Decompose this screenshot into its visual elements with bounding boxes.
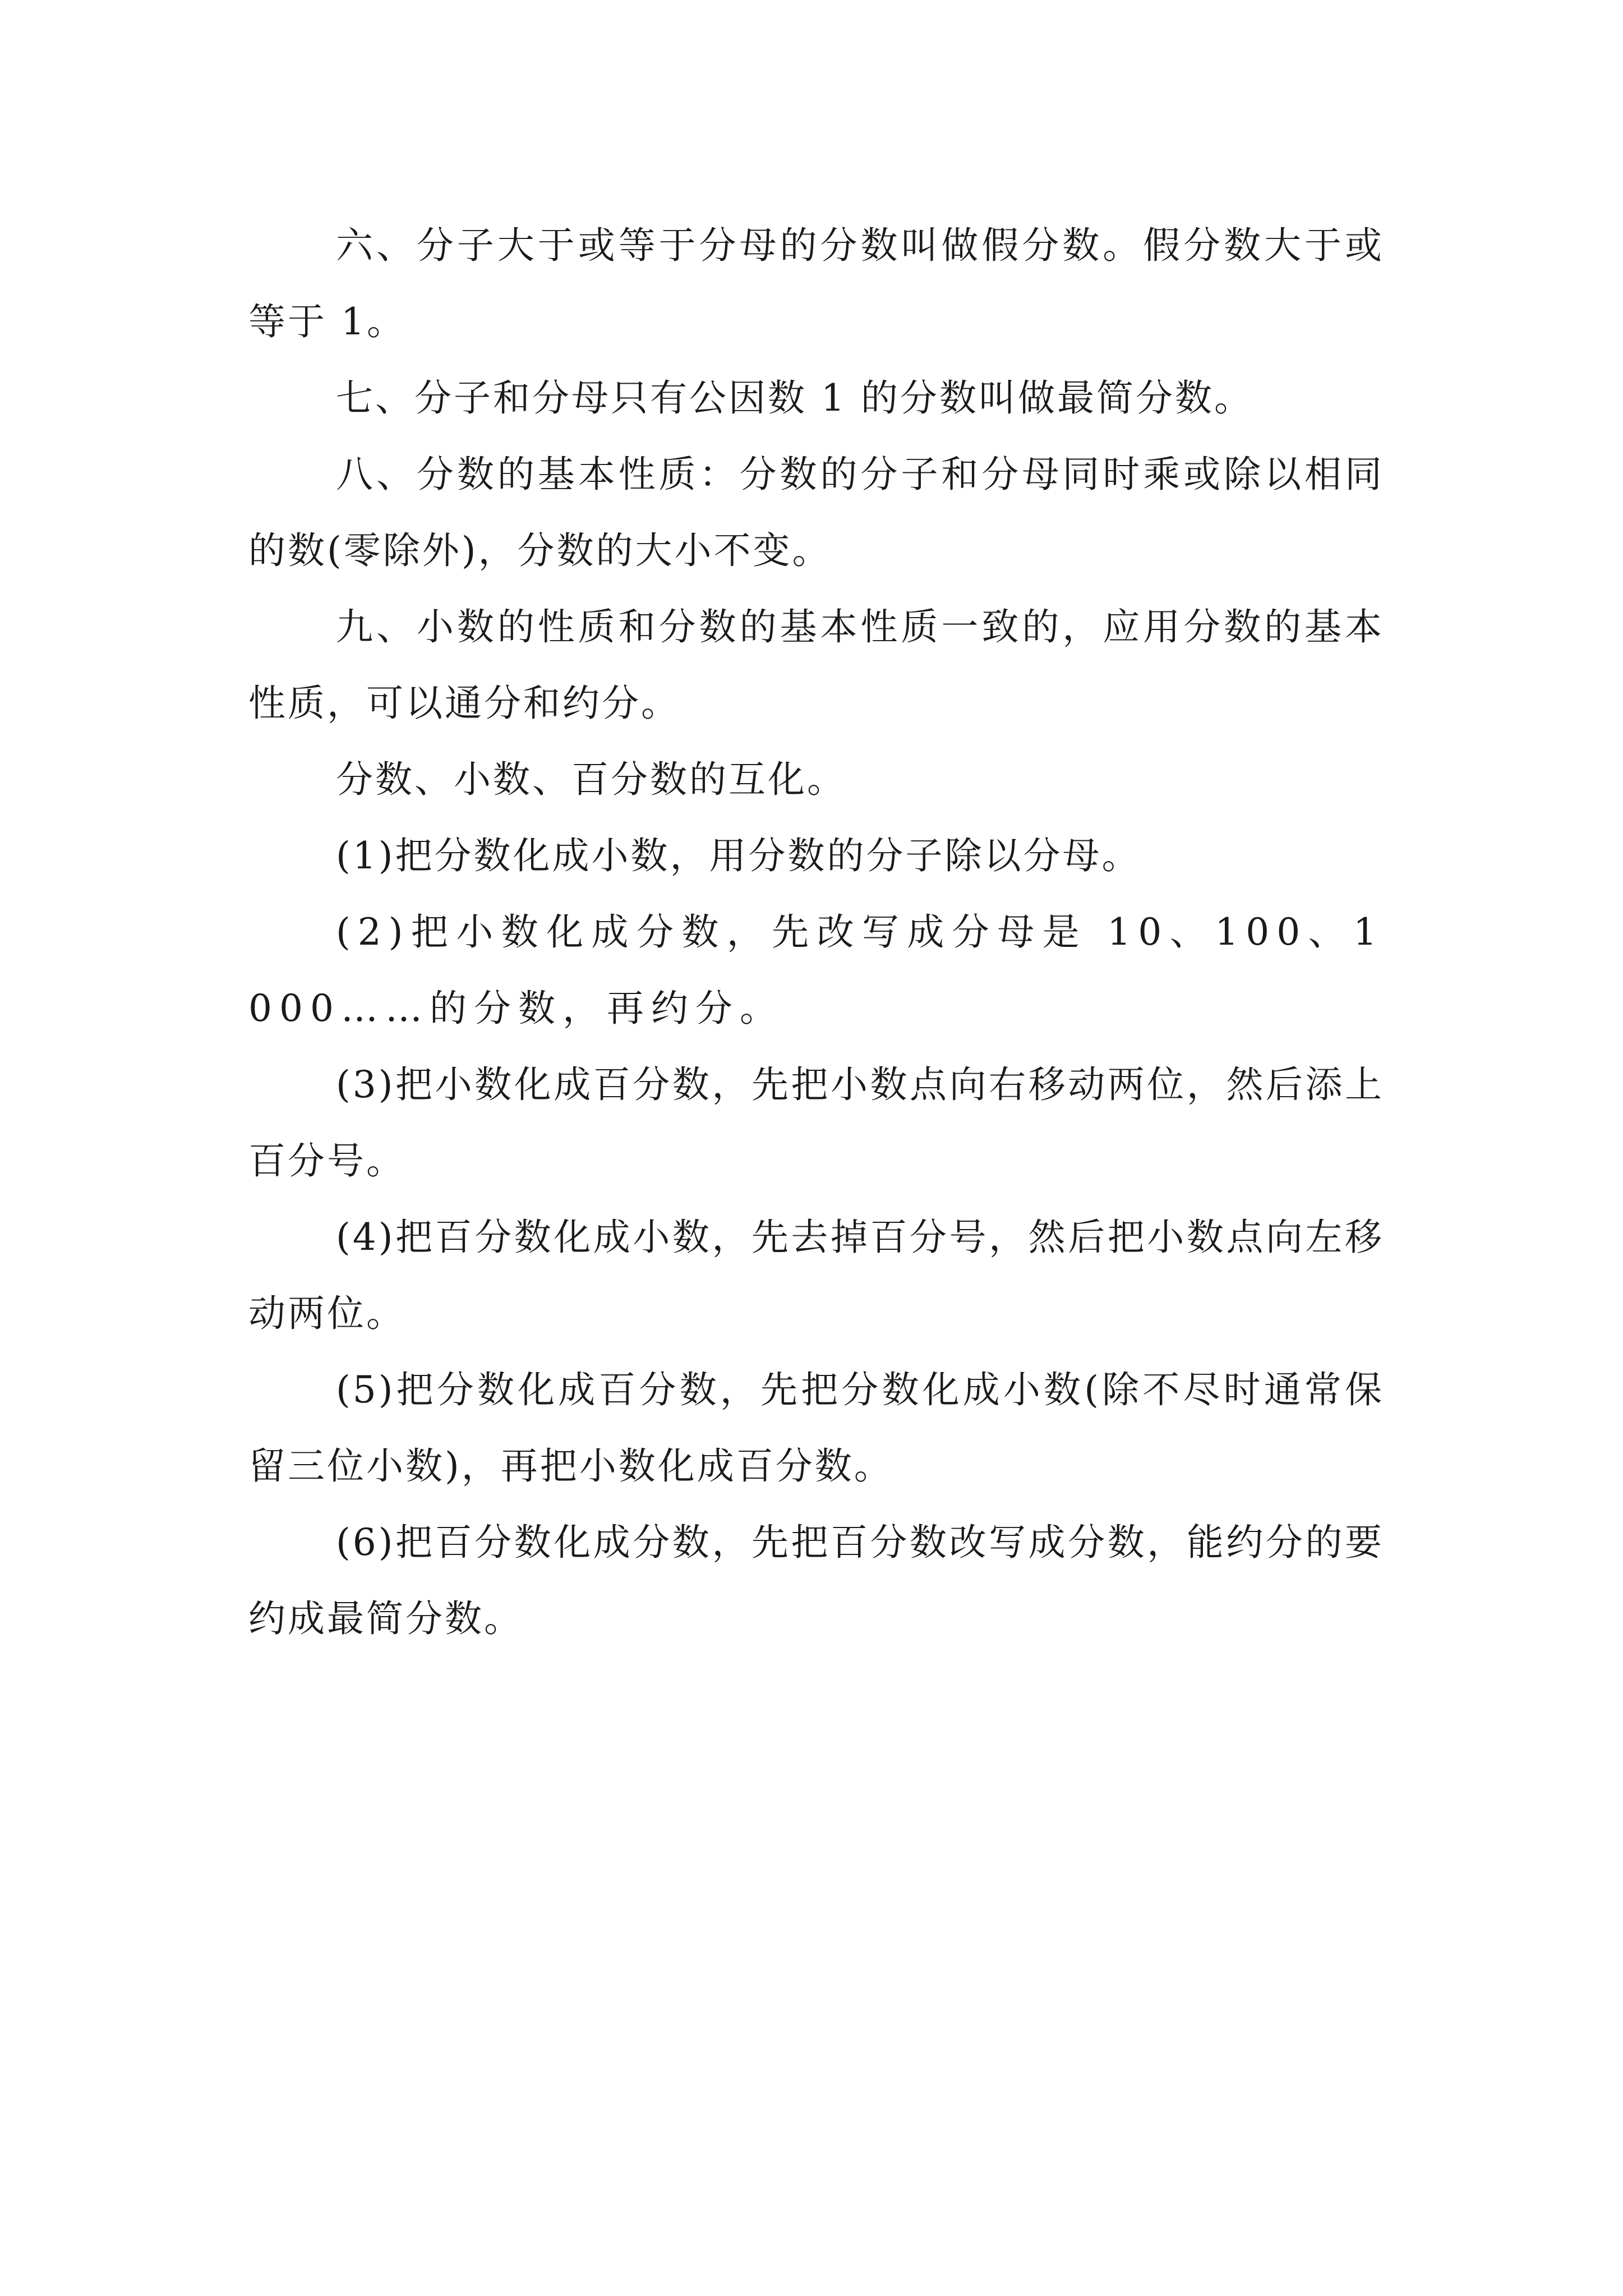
paragraph-improper-fraction: 六、分子大于或等于分母的分数叫做假分数。假分数大于或等于 1。 bbox=[248, 224, 1384, 343]
paragraph-decimal-property: 九、小数的性质和分数的基本性质一致的，应用分数的基本性质，可以通分和约分。 bbox=[248, 605, 1384, 725]
paragraph-rule-1: (1)把分数化成小数，用分数的分子除以分母。 bbox=[336, 834, 1141, 877]
paragraph-rule-5: (5)把分数化成百分数，先把分数化成小数(除不尽时通常保留三位小数)，再把小数化成百分数。 bbox=[248, 1368, 1384, 1488]
paragraph-simplest-fraction: 七、分子和分母只有公因数 1 的分数叫做最简分数。 bbox=[336, 376, 1253, 420]
paragraph-rule-2: (2)把小数化成分数，先改写成分母是 10、100、1000……的分数，再约分。 bbox=[248, 910, 1384, 1030]
paragraph-rule-3: (3)把小数化成百分数，先把小数点向右移动两位，然后添上百分号。 bbox=[248, 1063, 1384, 1182]
paragraph-rule-4: (4)把百分数化成小数，先去掉百分号，然后把小数点向左移动两位。 bbox=[248, 1216, 1384, 1335]
document-body bbox=[248, 208, 1384, 1657]
paragraph-fraction-property: 八、分数的基本性质：分数的分子和分母同时乘或除以相同的数(零除外)，分数的大小不变。 bbox=[248, 453, 1384, 572]
paragraph-conversion-heading: 分数、小数、百分数的互化。 bbox=[336, 758, 846, 801]
paragraph-rule-6: (6)把百分数化成分数，先把百分数改写成分数，能约分的要约成最简分数。 bbox=[248, 1521, 1384, 1640]
